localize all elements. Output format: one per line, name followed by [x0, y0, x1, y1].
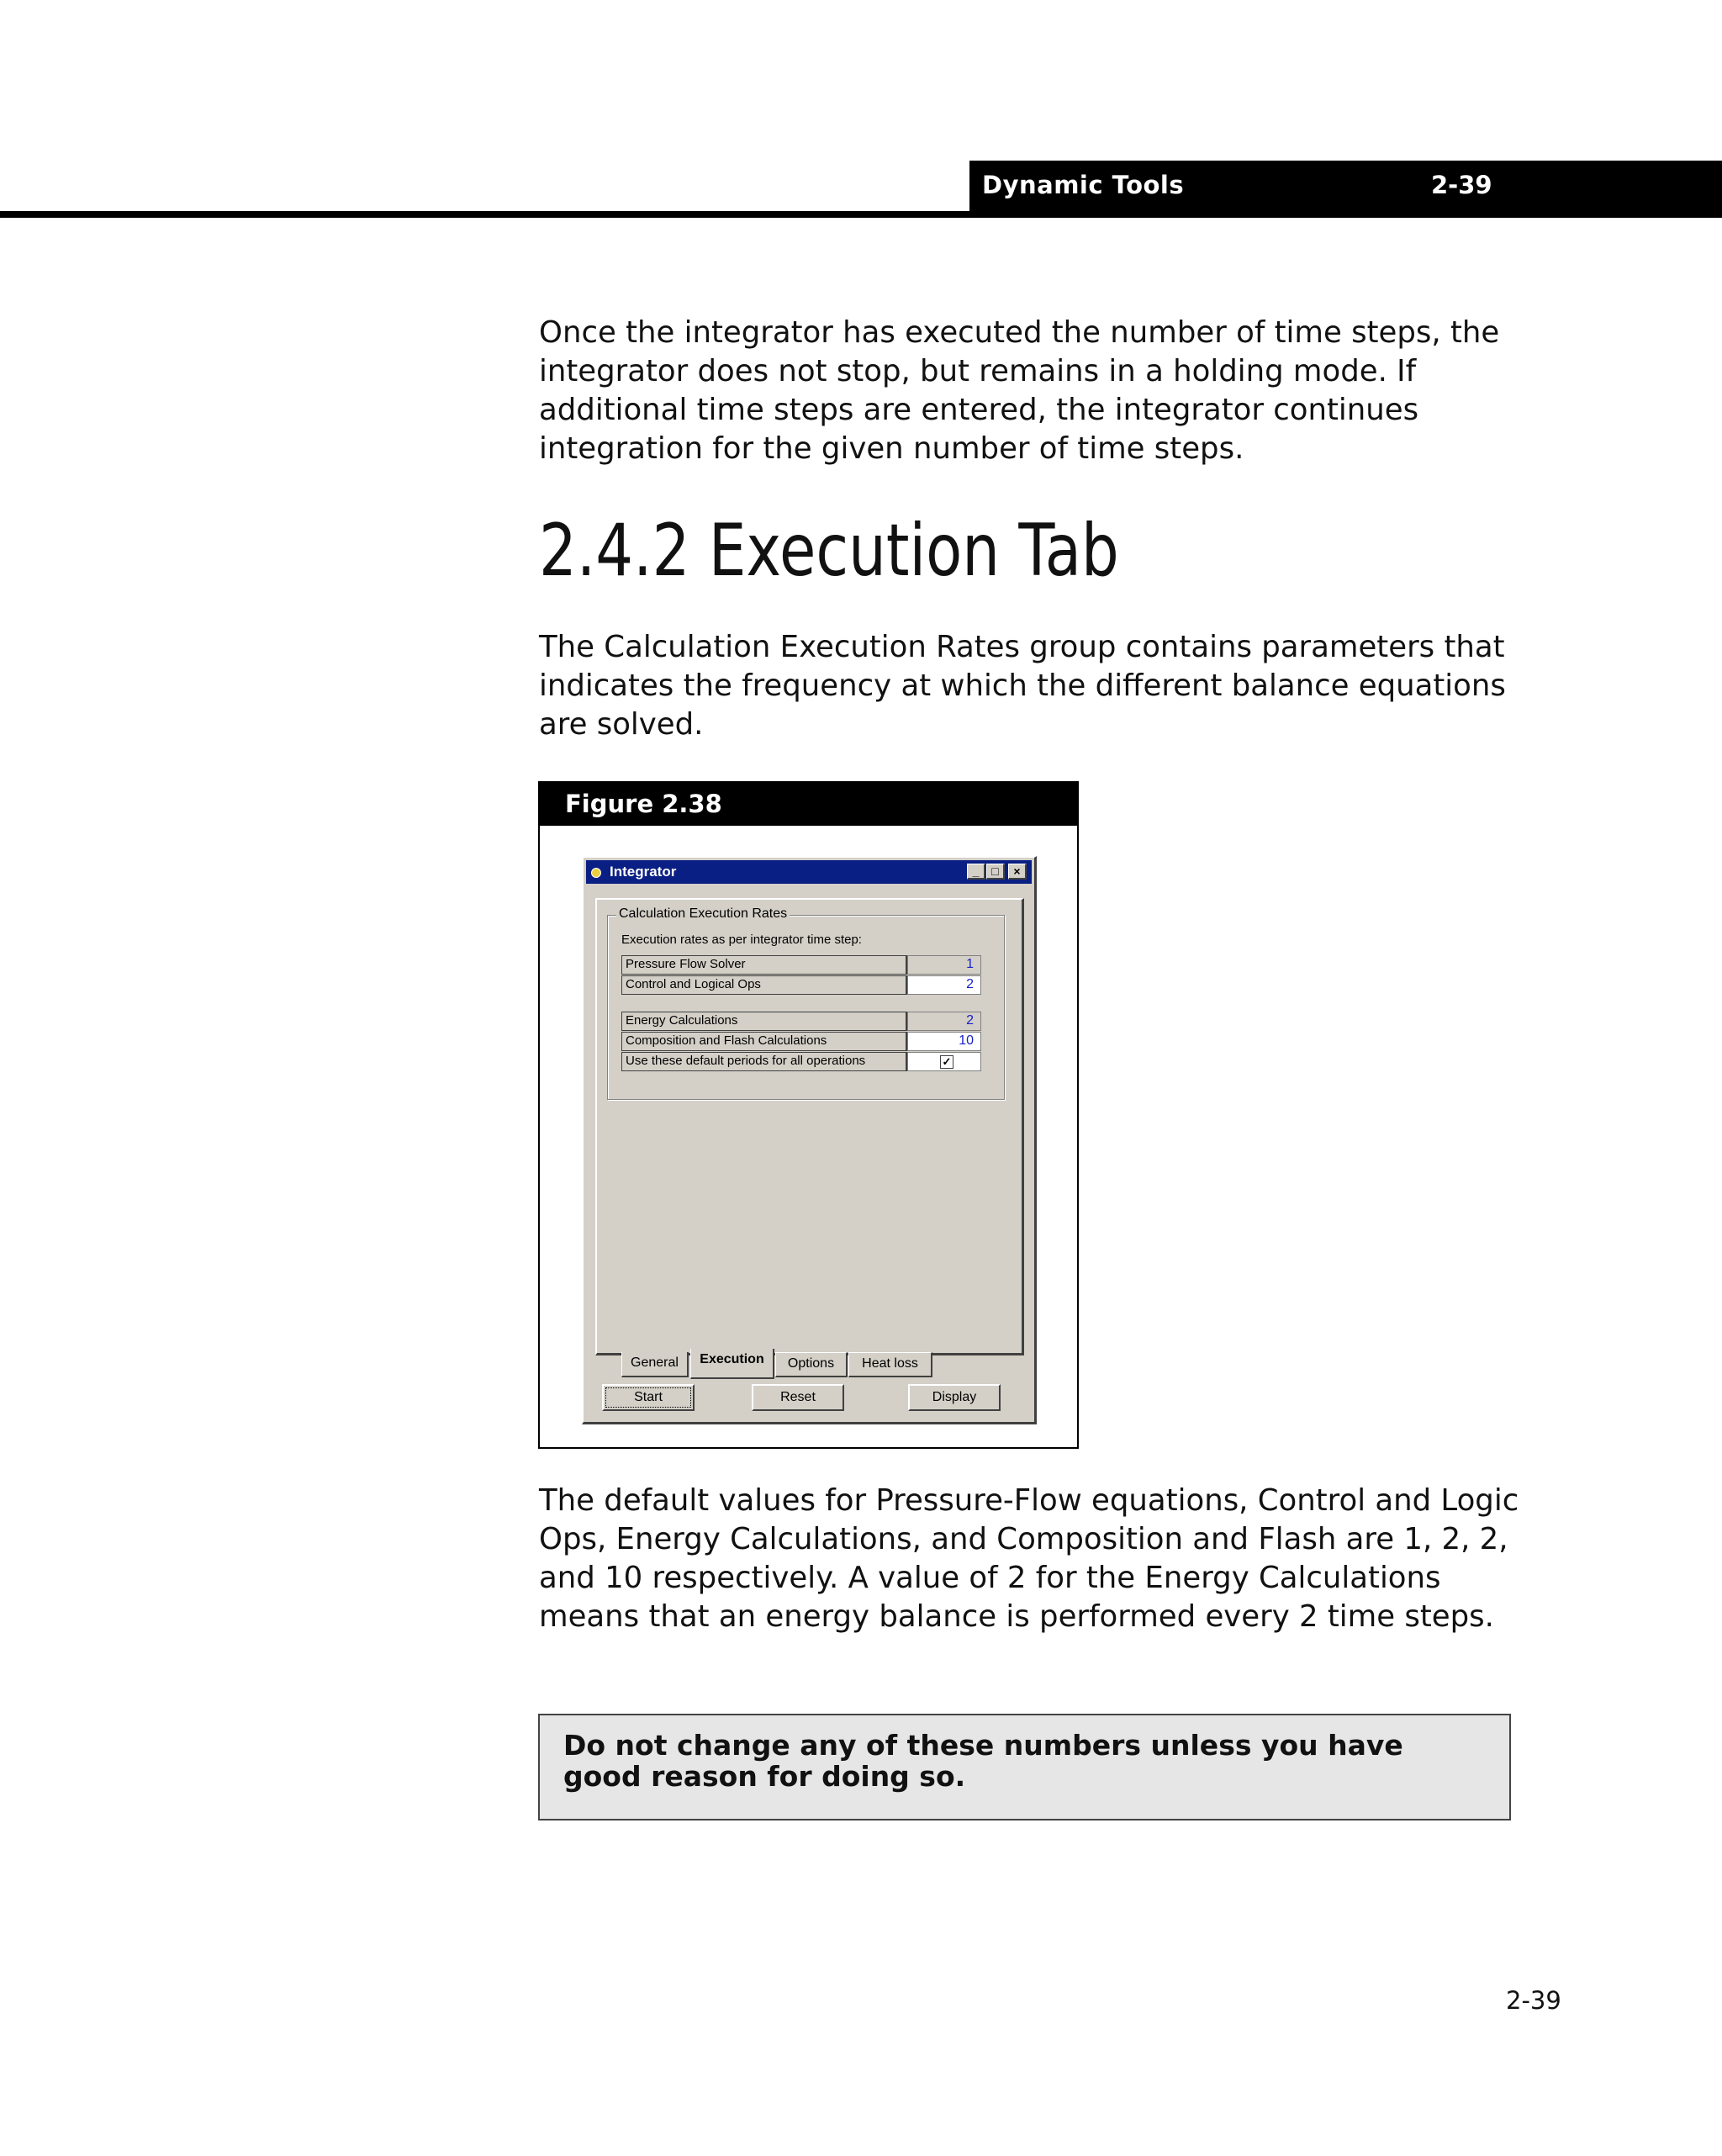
intro-paragraph: Once the integrator has executed the number of time steps, the integrator does not stop, but remains in a holding mode. If additional time steps are entered, the integrator continues integration for the given number of time steps. — [539, 315, 1500, 466]
pressure-flow-solver-input[interactable]: 1 — [907, 955, 981, 975]
defaults-paragraph: The default values for Pressure-Flow equations, Control and Logic Ops, Energy Calculations, and Composition and Flash are 1, 2, 2, and 10 respectively. A value of 2 for the Energy Calculations means that an energy balance is performed every 2 time steps. — [539, 1483, 1519, 1634]
dialog-titlebar[interactable] — [586, 860, 1032, 884]
footer-page-number: 2-39 — [1506, 1986, 1561, 2015]
header-section-title: Dynamic Tools — [982, 171, 1185, 199]
execution-tab-page — [595, 898, 1024, 1355]
group-subtitle: Execution rates as per integrator time step: — [621, 933, 862, 947]
rates-table-2 — [621, 1012, 985, 1072]
use-default-periods-checkbox[interactable]: ✓ — [940, 1055, 953, 1069]
display-button[interactable]: Display — [908, 1384, 1001, 1411]
composition-flash-input[interactable]: 10 — [907, 1032, 981, 1051]
tab-general[interactable]: General — [621, 1352, 689, 1377]
integrator-dialog — [582, 856, 1037, 1424]
row-label-use-default-periods: Use these default periods for all operations — [621, 1052, 907, 1071]
dialog-title: Integrator — [610, 864, 677, 880]
note-box: Do not change any of these numbers unless you have good reason for doing so. — [538, 1714, 1511, 1820]
tab-execution[interactable]: Execution — [690, 1349, 774, 1379]
figure-caption: Figure 2.38 — [540, 783, 1077, 826]
table-row — [621, 975, 985, 996]
table-row — [621, 955, 985, 975]
table-row — [621, 1012, 985, 1032]
maximize-button[interactable]: □ — [986, 864, 1005, 880]
section-heading: 2.4.2 Execution Tab — [539, 509, 1119, 593]
header-page-number: 2-39 — [1431, 171, 1492, 199]
table-row — [621, 1032, 985, 1052]
start-button[interactable]: Start — [602, 1384, 695, 1411]
row-label-pressure-flow-solver: Pressure Flow Solver — [621, 955, 907, 975]
execution-description-paragraph: The Calculation Execution Rates group contains parameters that indicates the frequency at which the different balance equations are solved. — [539, 630, 1506, 742]
row-label-composition-flash: Composition and Flash Calculations — [621, 1032, 907, 1051]
minimize-button[interactable]: _ — [967, 864, 985, 880]
use-default-periods-cell — [907, 1052, 981, 1071]
reset-button[interactable]: Reset — [752, 1384, 844, 1411]
row-label-energy-calculations: Energy Calculations — [621, 1012, 907, 1031]
close-button[interactable]: × — [1008, 864, 1027, 880]
group-title: Calculation Execution Rates — [616, 906, 790, 922]
calculation-execution-rates-group — [607, 906, 1005, 1100]
tab-heat-loss[interactable]: Heat loss — [848, 1352, 932, 1377]
app-icon — [591, 868, 601, 878]
row-label-control-logical-ops: Control and Logical Ops — [621, 975, 907, 995]
table-row — [621, 1052, 985, 1072]
rates-table-1 — [621, 955, 985, 996]
energy-calculations-input[interactable]: 2 — [907, 1012, 981, 1031]
control-logical-ops-input[interactable]: 2 — [907, 975, 981, 995]
figure — [538, 781, 1079, 1449]
tab-options[interactable]: Options — [775, 1352, 848, 1377]
